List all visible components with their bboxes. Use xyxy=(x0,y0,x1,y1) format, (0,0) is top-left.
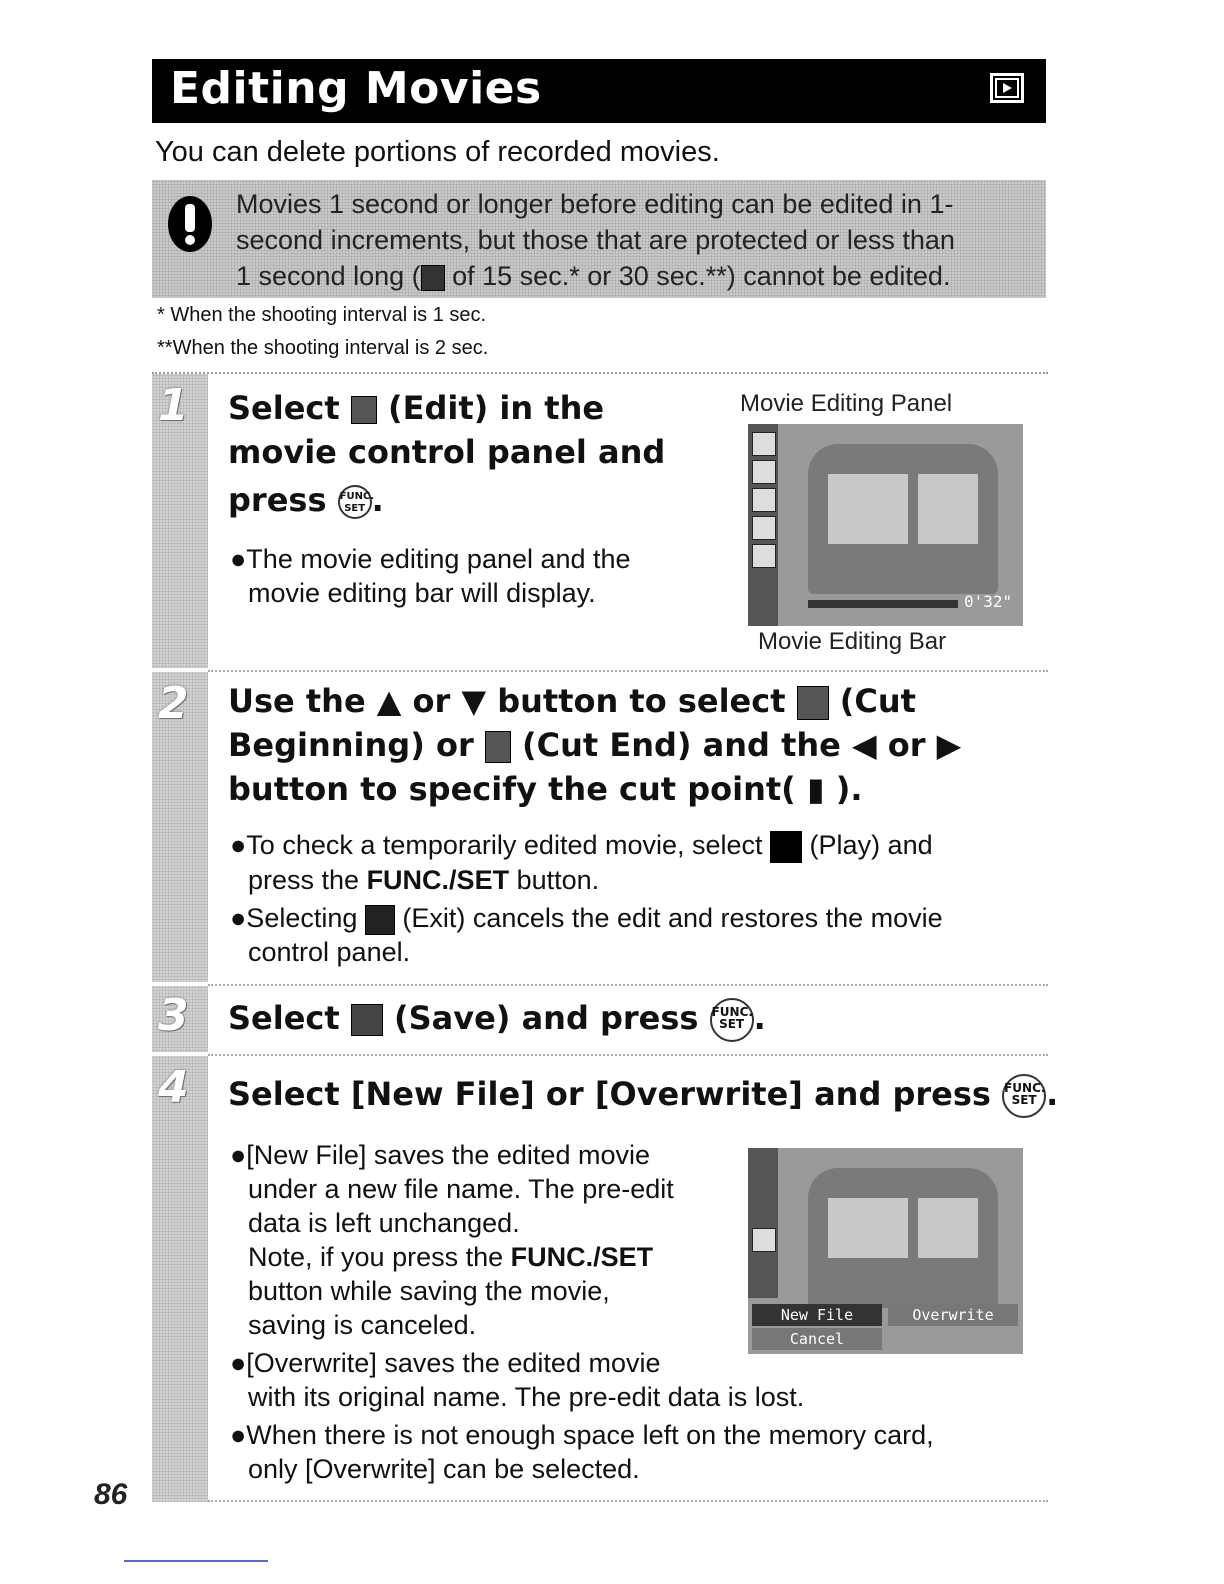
step-4-heading: Select [New File] or [Overwrite] and press FUNC. SET . xyxy=(228,1072,1058,1118)
cut-end-icon xyxy=(485,731,511,763)
step-2-bullet-1: ●To check a temporarily edited movie, select (Play) and xyxy=(230,828,1040,863)
divider xyxy=(208,1054,1048,1056)
footnote-2: **When the shooting interval is 2 sec. xyxy=(157,337,489,359)
exit-icon xyxy=(365,905,395,935)
page-number: 86 xyxy=(94,1478,128,1511)
step-1-strip xyxy=(152,374,208,668)
page-title: Editing Movies xyxy=(170,63,542,114)
func-set-button-icon: FUNC. SET xyxy=(1002,1074,1046,1118)
save-icon xyxy=(752,1228,776,1252)
caution-icon xyxy=(166,194,214,254)
movie-editing-panel-label: Movie Editing Panel xyxy=(740,390,953,417)
func-set-button-icon: FUNC. SET xyxy=(338,485,372,519)
caution-line-2: second increments, but those that are protected or less than xyxy=(236,225,955,255)
footnote-1: * When the shooting interval is 1 sec. xyxy=(157,304,487,326)
step-4-strip xyxy=(152,1056,208,1502)
page-title-bar xyxy=(152,59,1046,123)
step-2-number: 2 xyxy=(158,678,189,729)
exit-icon xyxy=(752,544,776,568)
save-options-screenshot xyxy=(748,1148,1023,1354)
caution-line-1: Movies 1 second or longer before editing can be edited in 1- xyxy=(236,189,954,219)
cancel-option: Cancel xyxy=(752,1328,882,1350)
divider xyxy=(208,1500,1048,1502)
cut-end-icon xyxy=(752,460,776,484)
movie-mode-icon xyxy=(421,265,445,291)
save-icon xyxy=(752,516,776,540)
divider xyxy=(208,984,1048,986)
overwrite-option: Overwrite xyxy=(888,1304,1018,1326)
cut-beginning-icon xyxy=(752,432,776,456)
playback-mode-icon xyxy=(990,73,1024,103)
func-set-button-icon: FUNC. SET xyxy=(710,998,754,1042)
play-icon xyxy=(770,831,802,863)
step-1-heading: Select (Edit) in the movie control panel and press FUNC. SET . xyxy=(228,389,666,519)
cut-beginning-icon xyxy=(797,686,829,720)
step-1-number: 1 xyxy=(158,380,189,431)
edit-scissors-icon xyxy=(351,396,377,424)
step-3-strip xyxy=(152,986,208,1052)
play-icon xyxy=(752,488,776,512)
caution-line-3: 1 second long ( of 15 sec.* or 30 sec.**) cannot be edited. xyxy=(236,261,951,291)
step-4-bullet-1: ●[New File] saves the edited movie xyxy=(230,1140,650,1170)
step-4-bullet-3: ●When there is not enough space left on the memory card, xyxy=(230,1420,934,1450)
step-2-heading: Use the ▲ or ▼ button to select (Cut Beginning) or (Cut End) and the ◀ or ▶ button to specify the cut point( ▮ ). xyxy=(228,682,962,808)
intro-text: You can delete portions of recorded movies. xyxy=(155,136,720,168)
step-1-bullet: ●The movie editing panel and the xyxy=(230,544,631,574)
movie-editing-screenshot xyxy=(748,424,1023,626)
step-3-heading: Select (Save) and press FUNC. SET . xyxy=(228,996,766,1042)
caution-box xyxy=(152,180,1046,298)
movie-editing-bar-label: Movie Editing Bar xyxy=(758,628,947,655)
save-icon xyxy=(351,1004,383,1036)
step-3-number: 3 xyxy=(158,990,189,1041)
step-2-strip xyxy=(152,672,208,982)
movie-editing-bar xyxy=(808,600,958,608)
step-2-bullet-2: ●Selecting (Exit) cancels the edit and restores the movie xyxy=(230,902,943,933)
divider xyxy=(208,670,1048,672)
step-4-bullet-2: ●[Overwrite] saves the edited movie xyxy=(230,1348,661,1378)
movie-time: 0'32" xyxy=(964,592,1013,611)
step-4-number: 4 xyxy=(158,1062,189,1113)
bottom-rule xyxy=(124,1560,268,1562)
new-file-option: New File xyxy=(752,1304,882,1326)
